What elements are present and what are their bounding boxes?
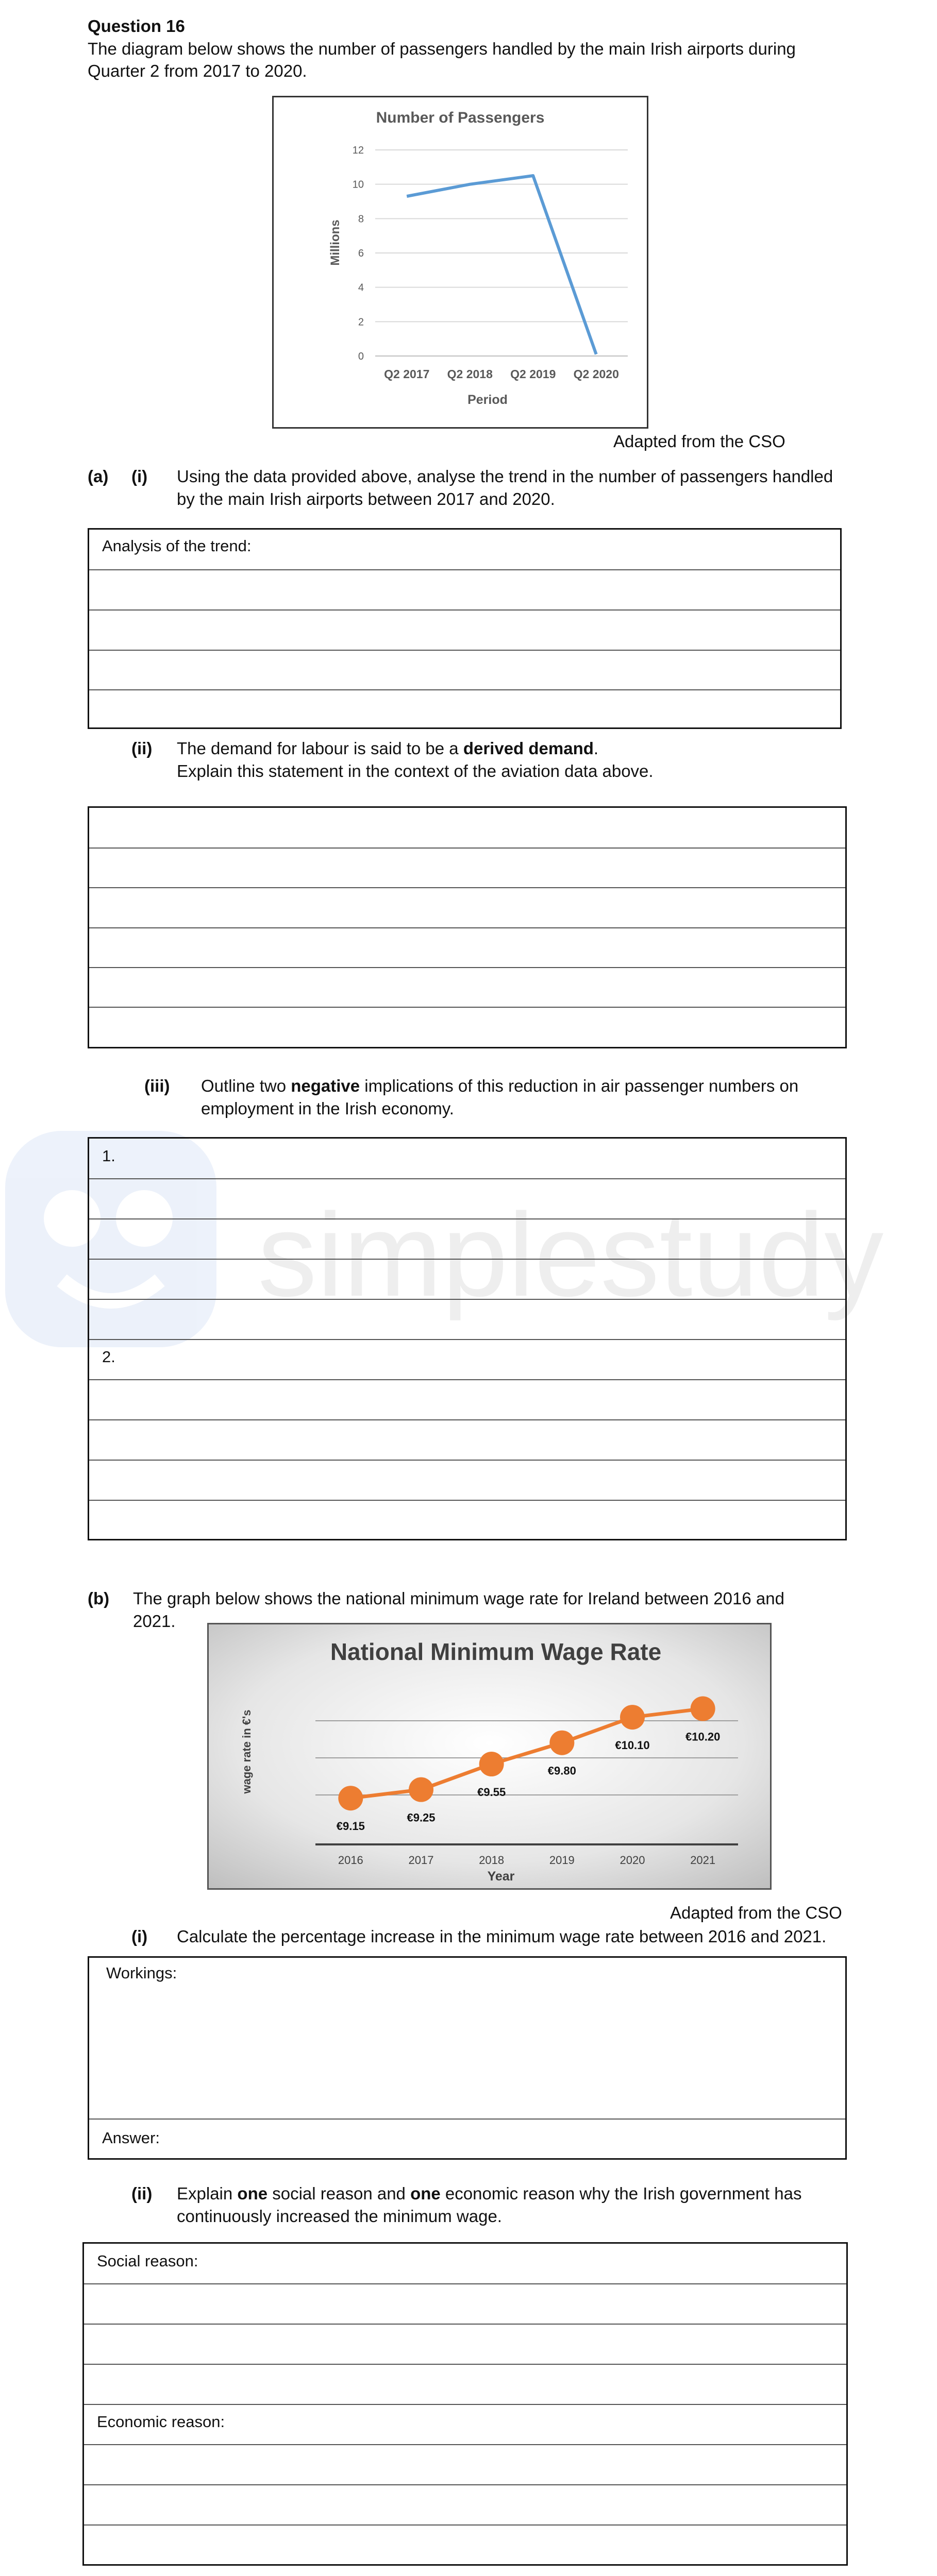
part-a-ii-num: (ii) bbox=[131, 739, 153, 758]
economic-reason-label: Economic reason: bbox=[97, 2413, 225, 2431]
part-a-iii-line2: employment in the Irish economy. bbox=[201, 1099, 454, 1118]
chart1-xtick-label: Q2 2020 bbox=[573, 367, 619, 381]
chart1-source: Adapted from the CSO bbox=[613, 432, 785, 451]
part-b-i-num: (i) bbox=[131, 1927, 148, 1946]
chart2-data-label: €10.20 bbox=[685, 1730, 721, 1743]
chart2-ylabel: wage rate in €'s bbox=[240, 1709, 253, 1794]
part-a-ii-line1: The demand for labour is said to be a derived demand. bbox=[177, 739, 599, 758]
part-b-ii-line1: Explain one social reason and one economic reason why the Irish government has bbox=[177, 2184, 802, 2203]
chart2-data-label: €10.10 bbox=[615, 1739, 650, 1752]
part-b-ii-line2: continuously increased the minimum wage. bbox=[177, 2207, 502, 2226]
chart2-data-point bbox=[338, 1786, 363, 1810]
chart1-xtick-label: Q2 2017 bbox=[384, 367, 430, 381]
reasons-answer-box[interactable] bbox=[82, 2242, 848, 2566]
part-a-iii-num: (iii) bbox=[144, 1076, 170, 1095]
part-a-label: (a) bbox=[88, 467, 109, 486]
chart2-data-point bbox=[479, 1752, 504, 1776]
watermark-text: simplestudy bbox=[258, 1189, 884, 1321]
percentage-answer-box[interactable] bbox=[88, 1956, 847, 2160]
chart1-ytick-label: 10 bbox=[352, 179, 364, 191]
passengers-chart bbox=[272, 96, 648, 429]
part-b-i-text: Calculate the percentage increase in the minimum wage rate between 2016 and 2021. bbox=[177, 1927, 827, 1946]
chart2-data-label: €9.80 bbox=[547, 1764, 576, 1777]
implication-1-label: 1. bbox=[102, 1147, 115, 1165]
chart2-xlabel: Year bbox=[487, 1869, 515, 1884]
chart2-xtick-label: 2020 bbox=[620, 1854, 645, 1867]
answer-label: Answer: bbox=[102, 2129, 160, 2147]
question-title: Question 16 bbox=[88, 16, 185, 36]
part-a-i-line2: by the main Irish airports between 2017 and 2020. bbox=[177, 489, 555, 509]
implication-2-label: 2. bbox=[102, 1348, 115, 1366]
chart2-xtick-label: 2021 bbox=[690, 1854, 716, 1867]
workings-label: Workings: bbox=[106, 1964, 177, 1982]
part-b-ii-num: (ii) bbox=[131, 2184, 153, 2203]
part-a-iii-line1: Outline two negative implications of this reduction in air passenger numbers on bbox=[201, 1076, 799, 1095]
chart2-data-point bbox=[409, 1777, 433, 1802]
question-intro-line1: The diagram below shows the number of passengers handled by the main Irish airports during bbox=[88, 39, 796, 58]
chart1-xlabel: Period bbox=[467, 393, 508, 407]
chart2-xtick-label: 2019 bbox=[549, 1854, 575, 1867]
chart2-title: National Minimum Wage Rate bbox=[330, 1638, 662, 1665]
analysis-box-label: Analysis of the trend: bbox=[102, 537, 252, 555]
chart2-data-label: €9.55 bbox=[477, 1786, 506, 1799]
derived-demand-answer-box[interactable] bbox=[88, 806, 847, 1048]
chart1-ytick-label: 6 bbox=[358, 248, 364, 259]
part-b-label: (b) bbox=[88, 1589, 110, 1608]
chart2-xtick-label: 2017 bbox=[408, 1854, 434, 1867]
part-b-intro-line1: The graph below shows the national minimum wage rate for Ireland between 2016 and bbox=[133, 1589, 784, 1608]
negative-implications-answer-box[interactable] bbox=[88, 1137, 847, 1540]
chart2-data-point bbox=[620, 1705, 645, 1730]
chart2-source: Adapted from the CSO bbox=[670, 1903, 842, 1922]
chart1-ytick-label: 0 bbox=[358, 351, 364, 362]
chart1-ytick-label: 2 bbox=[358, 316, 364, 328]
analysis-answer-box[interactable] bbox=[88, 528, 842, 729]
chart1-xtick-label: Q2 2019 bbox=[510, 367, 556, 381]
chart1-ylabel: Millions bbox=[328, 219, 342, 266]
chart1-ytick-label: 12 bbox=[352, 145, 364, 156]
part-a-ii-line2: Explain this statement in the context of the aviation data above. bbox=[177, 761, 654, 781]
chart1-ytick-label: 8 bbox=[358, 213, 364, 225]
question-intro-line2: Quarter 2 from 2017 to 2020. bbox=[88, 61, 307, 80]
chart2-data-point bbox=[691, 1697, 715, 1721]
social-reason-label: Social reason: bbox=[97, 2252, 198, 2270]
chart2-xtick-label: 2018 bbox=[479, 1854, 505, 1867]
chart2-data-point bbox=[549, 1731, 574, 1755]
part-a-i-num: (i) bbox=[131, 467, 148, 486]
chart1-title: Number of Passengers bbox=[376, 109, 545, 126]
chart2-data-label: €9.25 bbox=[407, 1811, 436, 1824]
part-b-intro-line2: 2021. bbox=[133, 1612, 176, 1631]
minimum-wage-chart bbox=[207, 1623, 772, 1890]
chart2-xtick-label: 2016 bbox=[338, 1854, 363, 1867]
chart1-ytick-label: 4 bbox=[358, 282, 364, 294]
chart1-xtick-label: Q2 2018 bbox=[447, 367, 493, 381]
part-a-i-line1: Using the data provided above, analyse the trend in the number of passengers handled bbox=[177, 467, 833, 486]
chart2-data-label: €9.15 bbox=[336, 1820, 365, 1833]
